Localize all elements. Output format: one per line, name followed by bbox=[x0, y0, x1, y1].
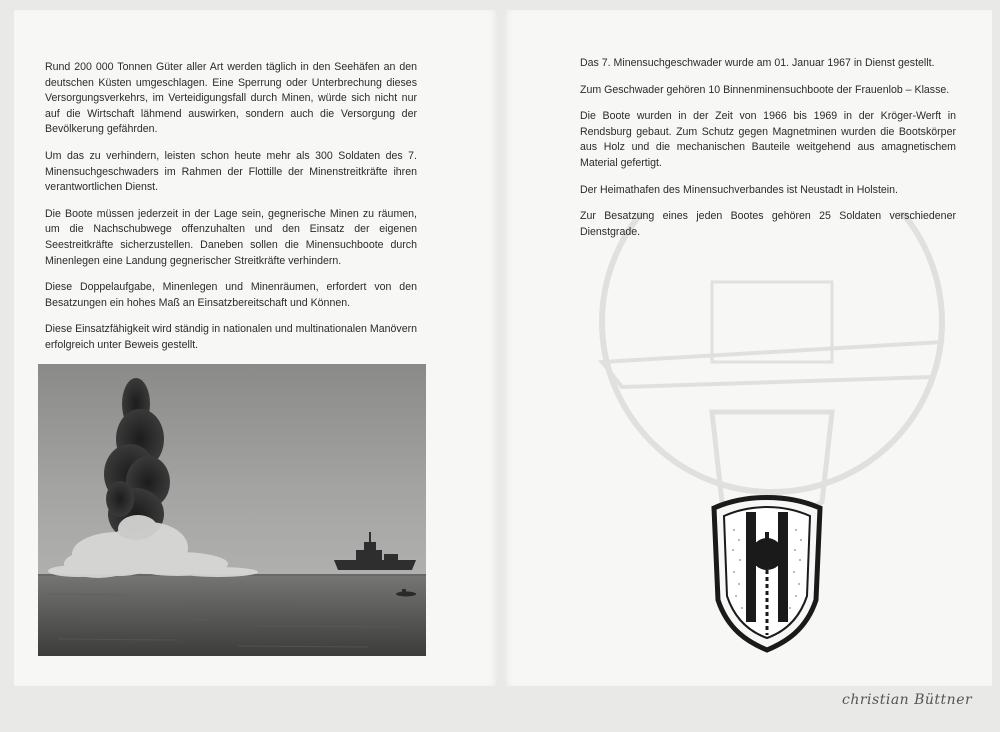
left-paragraph-4: Diese Doppelaufgabe, Minenlegen und Minenräumen, erfordert von den Besatzungen ein hohes Maß an Einsatzbereitschaft und Können. bbox=[45, 281, 417, 309]
mine-explosion-photo bbox=[38, 364, 426, 656]
left-paragraph-3: Die Boote müssen jederzeit in der Lage sein, gegnerische Minen zu räumen, um die Nachschubwege offenzuhalten und den Einsatz der eigenen Seestreitkräfte sicherzustellen. Daneben sollen die Minensuchboote durch Minenlegen eine Landung gegnerischer Streitkräfte verhindern. bbox=[45, 207, 417, 267]
left-paragraph-1: Rund 200 000 Tonnen Güter aller Art werden täglich in den Seehäfen an den deutschen Küsten umgeschlagen. Eine Sperrung oder Unterbrechung dieses Versorgungsverkehrs, im Verteidigungsfall durch Minen, würde sich nicht nur auf die Wirtschaft lähmend auswirken, sondern auch die Versorgung der Bevölkerung gefährden. bbox=[45, 61, 417, 136]
squadron-crest-icon bbox=[706, 490, 828, 654]
left-text-column bbox=[45, 60, 417, 365]
signature: christian Büttner bbox=[842, 692, 973, 708]
right-paragraph-4: Der Heimathafen des Minensuchverbandes ist Neustadt in Holstein. bbox=[580, 183, 898, 196]
right-text-column bbox=[580, 56, 956, 251]
right-paragraph-2: Zum Geschwader gehören 10 Binnenminensuchboote der Frauenlob – Klasse. bbox=[580, 83, 950, 96]
left-paragraph-2: Um das zu verhindern, leisten schon heute mehr als 300 Soldaten des 7. Minensuchgeschwaders im Rahmen der Flottille der Minenstreitkräfte ihren verantwortlichen Dienst. bbox=[45, 149, 417, 194]
right-paragraph-5: Zur Besatzung eines jeden Bootes gehören 25 Soldaten verschiedener Dienstgrade. bbox=[580, 210, 956, 238]
right-paragraph-3: Die Boote wurden in der Zeit von 1966 bis 1969 in der Kröger-Werft in Rendsburg gebaut. Zum Schutz gegen Magnetminen wurden die Bootskörper aus Holz und die mechanischen Bauteile weitgehend aus amagnetischem Material gefertigt. bbox=[580, 110, 956, 169]
right-paragraph-1: Das 7. Minensuchgeschwader wurde am 01. Januar 1967 in Dienst gestellt. bbox=[580, 57, 935, 69]
left-paragraph-5: Diese Einsatzfähigkeit wird ständig in nationalen und multinationalen Manövern erfolgreich unter Beweis gestellt. bbox=[45, 323, 417, 351]
